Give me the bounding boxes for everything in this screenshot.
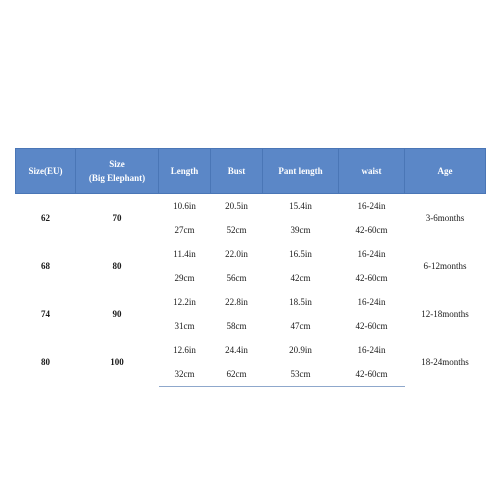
age-cell: 18-24months bbox=[421, 357, 469, 368]
bust-cm-cell: 52cm bbox=[226, 225, 247, 235]
age-cell: 12-18months bbox=[421, 309, 469, 319]
header-length: Length bbox=[159, 149, 211, 194]
length-inch-cell: 10.6in bbox=[173, 201, 196, 211]
bust-cm-cell: 56cm bbox=[226, 273, 247, 283]
bust-cm-cell: 62cm bbox=[211, 362, 263, 387]
table-header bbox=[16, 149, 486, 194]
header-waist: waist bbox=[339, 149, 405, 194]
pant-length-inch-cell: 18.5in bbox=[289, 297, 312, 307]
table-body bbox=[16, 194, 486, 387]
pant-length-cm-cell: 42cm bbox=[290, 273, 311, 283]
table-row-inch bbox=[16, 338, 486, 362]
header-size-big-line2: (Big Elephant) bbox=[88, 173, 146, 183]
header-bust: Bust bbox=[211, 149, 263, 194]
table-row-inch bbox=[16, 194, 486, 219]
length-inch-cell: 12.6in bbox=[173, 345, 196, 355]
header-row bbox=[16, 149, 486, 194]
header-size-big-line1: Size bbox=[109, 159, 125, 169]
age-cell: 6-12months bbox=[423, 261, 467, 271]
age-cell: 3-6months bbox=[425, 213, 465, 223]
size-big-cell: 100 bbox=[110, 357, 124, 368]
length-cm-cell: 32cm bbox=[159, 362, 211, 387]
pant-length-inch-cell: 15.4in bbox=[289, 201, 312, 211]
header-size-big-elephant bbox=[76, 149, 159, 194]
size-eu-cell: 62 bbox=[41, 213, 50, 223]
waist-cm-cell: 42-60cm bbox=[339, 362, 405, 387]
size-chart-table bbox=[15, 148, 486, 387]
waist-cm-cell: 42-60cm bbox=[355, 273, 388, 283]
size-big-cell: 80 bbox=[112, 261, 122, 271]
bust-inch-cell: 22.8in bbox=[225, 297, 248, 307]
table-row-inch bbox=[16, 242, 486, 266]
waist-inch-cell: 16-24in bbox=[357, 249, 386, 259]
length-cm-cell: 27cm bbox=[174, 225, 195, 235]
waist-cm-cell: 42-60cm bbox=[355, 225, 388, 235]
pant-length-cm-cell: 53cm bbox=[263, 362, 339, 387]
length-cm-cell: 31cm bbox=[174, 321, 195, 331]
bust-inch-cell: 22.0in bbox=[225, 249, 248, 259]
pant-length-inch-cell: 16.5in bbox=[289, 249, 312, 259]
size-big-cell: 90 bbox=[112, 309, 122, 319]
header-age: Age bbox=[405, 149, 486, 194]
length-cm-cell: 29cm bbox=[174, 273, 195, 283]
bust-cm-cell: 58cm bbox=[226, 321, 247, 331]
length-inch-cell: 11.4in bbox=[173, 249, 196, 259]
size-big-cell: 70 bbox=[112, 213, 122, 223]
waist-cm-cell: 42-60cm bbox=[355, 321, 388, 331]
waist-inch-cell: 16-24in bbox=[357, 297, 386, 307]
size-eu-cell: 68 bbox=[41, 261, 50, 271]
size-eu-cell: 74 bbox=[41, 309, 50, 319]
header-pant-length: Pant length bbox=[263, 149, 339, 194]
header-size-eu: Size(EU) bbox=[16, 149, 76, 194]
waist-inch-cell: 16-24in bbox=[357, 201, 386, 211]
pant-length-cm-cell: 39cm bbox=[290, 225, 311, 235]
length-inch-cell: 12.2in bbox=[173, 297, 196, 307]
pant-length-inch-cell: 20.9in bbox=[289, 345, 312, 355]
pant-length-cm-cell: 47cm bbox=[290, 321, 311, 331]
bust-inch-cell: 20.5in bbox=[225, 201, 248, 211]
size-eu-cell: 80 bbox=[41, 357, 50, 368]
table-row-inch bbox=[16, 290, 486, 314]
waist-inch-cell: 16-24in bbox=[357, 345, 386, 355]
bust-inch-cell: 24.4in bbox=[225, 345, 248, 355]
